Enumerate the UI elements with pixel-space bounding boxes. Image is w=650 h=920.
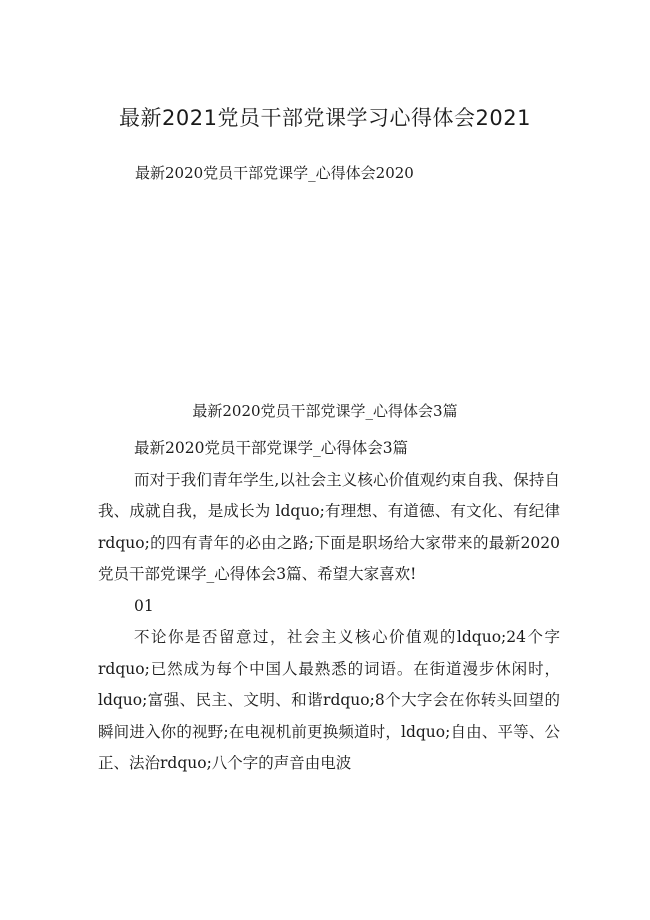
document-body [98, 433, 560, 780]
paragraph-body: 不论你是否留意过，社会主义核心价值观的ldquo;24个字rdquo;已然成为每个中国人最熟悉的词语。在街道漫步休闲时，ldquo;富强、民主、文明、和谐rdquo;8个大字会在你转头回望的瞬间进入你的视野;在电视机前更换频道时，ldquo;自由、平等、公正、法治rdquo;八个字的声音由电波 [98, 628, 560, 772]
paragraph-heading-repeat: 最新2020党员干部党课学_心得体会3篇 [134, 439, 409, 457]
paragraph-section-number: 01 [134, 596, 154, 615]
section-heading: 最新2020党员干部党课学_心得体会3篇 [192, 402, 458, 420]
document-title: 最新2021党员干部党课学习心得体会2021 [119, 106, 531, 130]
document-subtitle: 最新2020党员干部党课学_心得体会2020 [135, 164, 414, 182]
paragraph-intro: 而对于我们青年学生,以社会主义核心价值观约束自我、保持自我、成就自我，是成长为 ldquo;有理想、有道德、有文化、有纪律rdquo;的四有青年的必由之路;下面是职场给大家带来的最新2020党员干部党课学_心得体会3篇、希望大家喜欢! [98, 470, 560, 583]
